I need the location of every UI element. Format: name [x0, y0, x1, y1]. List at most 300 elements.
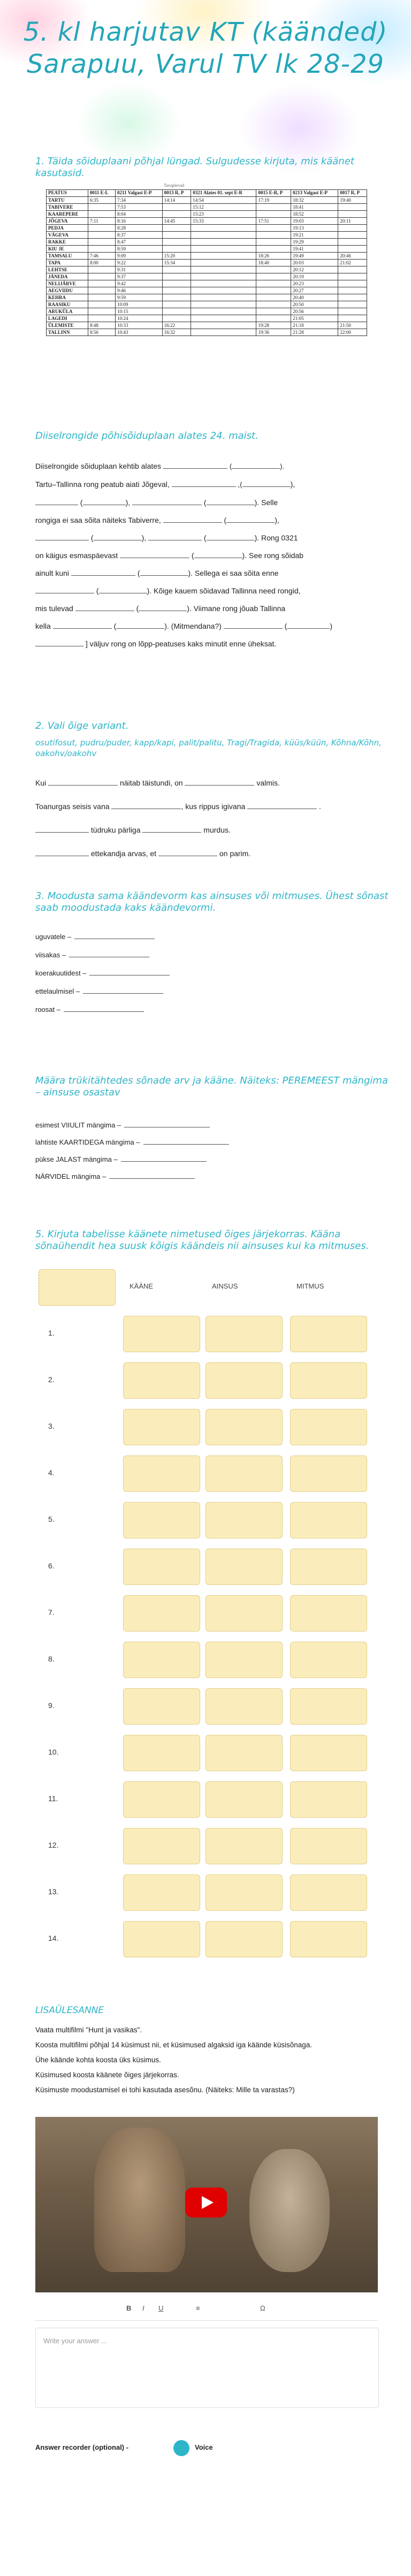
schedule-time: 14:14 [162, 197, 191, 204]
task4-item [35, 1137, 229, 1147]
answer-cell[interactable] [206, 1874, 283, 1911]
blank-input[interactable] [242, 479, 291, 487]
schedule-time: 18:40 [256, 260, 291, 266]
schedule-time [256, 301, 291, 308]
select-input[interactable] [35, 825, 89, 833]
schedule-time: 19:13 [291, 225, 338, 232]
schedule-time [88, 273, 115, 280]
schedule-time [88, 294, 115, 301]
voice-label: Voice [195, 2443, 213, 2451]
schedule-time: 8:37 [116, 232, 163, 239]
blank-input[interactable] [35, 638, 83, 646]
blank-input[interactable] [194, 550, 242, 558]
task3-answer-input[interactable] [83, 986, 163, 994]
schedule-time [256, 294, 291, 301]
text-part: Rong 0321 [261, 534, 298, 542]
task5-heading: 5. Kirjuta tabelisse käänete nimetused õiges järjekorras. Kääna sõnaühendit hea suusk kõigis käändeis nii ainsuses kui ka mitmuses. [35, 1229, 369, 1252]
schedule-time: 19:40 [338, 197, 367, 204]
blank-input[interactable] [99, 585, 147, 593]
schedule-time [338, 246, 367, 253]
schedule-time: 19:29 [291, 239, 338, 246]
task3-item-label: koerakuutidest – [35, 969, 87, 977]
schedule-time: 21:50 [338, 322, 367, 329]
schedule-header-cell: 0321 Alates 01. sept E-R [191, 190, 256, 197]
task1-heading: 1. Täida sõiduplaani põhjal lüngad. Sulgudesse kirjuta, mis käänet kasutasid. [35, 156, 354, 179]
schedule-time [338, 315, 367, 322]
answer-cell[interactable] [206, 1455, 283, 1492]
answer-cell[interactable] [290, 1735, 367, 1771]
schedule-row [47, 225, 367, 232]
schedule-time: 20:46 [338, 253, 367, 260]
schedule-time [256, 246, 291, 253]
row-number: 7. [48, 1608, 55, 1617]
row-number: 13. [48, 1887, 59, 1896]
text-part: Viimane rong jõuab Tallinna [193, 604, 286, 613]
schedule-row [47, 197, 367, 204]
extra-instructions [35, 2025, 378, 2095]
schedule-stop: KAAREPERE [47, 211, 88, 218]
answer-cell[interactable] [290, 1874, 367, 1911]
schedule-time [338, 301, 367, 308]
schedule-time [338, 287, 367, 294]
schedule-time: 21:02 [338, 260, 367, 266]
schedule-row [47, 301, 367, 308]
select-input[interactable] [35, 848, 89, 856]
answer-cell[interactable] [206, 1362, 283, 1399]
answer-cell[interactable] [290, 1595, 367, 1632]
symbol-button[interactable]: Ω [260, 2304, 265, 2312]
schedule-time [191, 322, 256, 329]
schedule-time: 18:41 [291, 204, 338, 211]
paren-open: ( [229, 462, 232, 470]
schedule-row [47, 232, 367, 239]
schedule-time [191, 260, 256, 266]
row-number: 6. [48, 1561, 55, 1570]
schedule-time: 15:20 [162, 253, 191, 260]
answer-cell[interactable] [290, 1688, 367, 1725]
schedule-time: 21:28 [291, 329, 338, 336]
schedule-time: 19:36 [256, 329, 291, 336]
schedule-time: 10:09 [116, 301, 163, 308]
answer-cell[interactable] [123, 1595, 200, 1632]
schedule-time: 20:40 [291, 294, 338, 301]
text-part: Selle [261, 498, 278, 507]
schedule-time: 17:51 [256, 218, 291, 225]
answer-cell[interactable] [123, 1688, 200, 1725]
schedule-time: 8:59 [116, 246, 163, 253]
paren-open: ( [240, 481, 242, 489]
schedule-time [162, 301, 191, 308]
blank-input[interactable] [172, 479, 236, 487]
schedule-time [191, 315, 256, 322]
schedule-row [47, 322, 367, 329]
blank-input[interactable] [224, 621, 283, 629]
schedule-time [88, 204, 115, 211]
schedule-time: 9:09 [116, 253, 163, 260]
answer-cell[interactable] [206, 1688, 283, 1725]
text-part: on parim. [219, 849, 251, 858]
schedule-stop: JÕGEVA [47, 218, 88, 225]
text-part: Kõige kauem sõidavad Tallinna need rongid, [154, 586, 301, 595]
schedule-time: 19:03 [291, 218, 338, 225]
answer-cell[interactable] [123, 1502, 200, 1538]
answer-cell[interactable] [290, 1642, 367, 1678]
task3-item [35, 986, 163, 996]
answer-cell[interactable] [290, 1409, 367, 1445]
task3-item [35, 931, 155, 942]
schedule-time: 19:21 [291, 232, 338, 239]
answer-cell[interactable] [206, 1502, 283, 1538]
schedule-time: 14:54 [191, 197, 256, 204]
schedule-caption: Tavapäevad [164, 183, 185, 188]
select-input[interactable] [48, 778, 118, 786]
task4-item [35, 1119, 210, 1130]
task3-item-label: viisakas – [35, 951, 66, 959]
schedule-time [256, 211, 291, 218]
blank-input[interactable] [120, 550, 189, 558]
blank-input[interactable] [226, 515, 275, 523]
column-header: MITMUS [296, 1282, 324, 1290]
schedule-row [47, 308, 367, 315]
schedule-time [256, 287, 291, 294]
blank-input[interactable] [140, 568, 188, 576]
schedule-time: 8:48 [88, 322, 115, 329]
blank-input[interactable] [163, 515, 222, 523]
schedule-stop: ÜLEMISTE [47, 322, 88, 329]
task3-item-label: roosat – [35, 1005, 60, 1013]
video-thumbnail-figure [249, 2149, 330, 2272]
task4-item-label: pükse JALAST mängima – [35, 1155, 118, 1163]
row-number: 11. [48, 1794, 58, 1803]
task4-heading: Määra trükitähtedes sõnade arv ja kääne. Näiteks: PEREMEEST mängima – ainsuse osastav [35, 1075, 388, 1098]
schedule-time [162, 211, 191, 218]
schedule-time [338, 280, 367, 287]
schedule-header-cell: 0213 Valgast E-P [291, 190, 338, 197]
text-part: mis tulevad [35, 604, 73, 613]
schedule-time [191, 232, 256, 239]
answer-cell[interactable] [290, 1502, 367, 1538]
schedule-time [338, 232, 367, 239]
schedule-time [162, 273, 191, 280]
schedule-row [47, 266, 367, 273]
text-part: ettekandja arvas, et [90, 849, 157, 858]
answer-cell[interactable] [123, 1781, 200, 1818]
text-part: . [319, 802, 321, 811]
text-part: Tartu–Tallinna rong peatub aiati Jõgeval, [35, 480, 170, 489]
schedule-stop: TALLINN [47, 329, 88, 336]
row-number: 4. [48, 1468, 55, 1477]
row-number: 14. [48, 1934, 59, 1942]
schedule-time [88, 266, 115, 273]
task3-answer-input[interactable] [74, 931, 155, 939]
schedule-time: 7:46 [88, 253, 115, 260]
task3-answer-input[interactable] [89, 967, 170, 975]
schedule-table [46, 189, 367, 336]
schedule-row [47, 246, 367, 253]
answer-cell[interactable] [206, 1549, 283, 1585]
task4-item [35, 1171, 195, 1182]
schedule-row [47, 315, 367, 322]
blank-input[interactable] [163, 461, 227, 469]
schedule-time: 15:33 [191, 218, 256, 225]
schedule-time [162, 239, 191, 246]
column-header: AINSUS [212, 1282, 238, 1290]
select-input[interactable] [158, 848, 217, 856]
schedule-time: 8:28 [116, 225, 163, 232]
text-part: murdus. [203, 826, 231, 834]
schedule-time [338, 204, 367, 211]
task4-answer-input[interactable] [143, 1137, 229, 1145]
header-drop-cell[interactable] [39, 1269, 116, 1306]
schedule-time [256, 273, 291, 280]
answer-cell[interactable] [290, 1921, 367, 1957]
schedule-time [338, 239, 367, 246]
instruction-line: Vaata multifilmi "Hunt ja vasikas". [35, 2026, 142, 2034]
schedule-time [88, 308, 115, 315]
schedule-time: 6:35 [88, 197, 115, 204]
answer-cell[interactable] [206, 1595, 283, 1632]
answer-textarea[interactable] [35, 2328, 379, 2408]
schedule-time: 17:19 [256, 197, 291, 204]
schedule-row [47, 211, 367, 218]
schedule-time [88, 239, 115, 246]
voice-button[interactable] [173, 2440, 189, 2456]
row-number: 2. [48, 1375, 55, 1384]
schedule-time: 9:37 [116, 273, 163, 280]
blank-input[interactable] [53, 621, 112, 629]
schedule-time [88, 287, 115, 294]
blank-input[interactable] [148, 532, 202, 540]
text-part: valmis. [256, 779, 280, 787]
text-part: Toanurgas seisis vana [35, 802, 110, 811]
answer-cell[interactable] [290, 1828, 367, 1864]
schedule-stop: JÄNEDA [47, 273, 88, 280]
italic-button[interactable]: I [142, 2304, 144, 2312]
recorder-label: Answer recorder (optional) - [35, 2443, 129, 2451]
answer-cell[interactable] [123, 1874, 200, 1911]
blank-input[interactable] [132, 497, 202, 505]
task2-heading: 2. Vali õige variant. [35, 720, 129, 731]
paren-close: ). [280, 462, 285, 470]
select-input[interactable] [247, 801, 317, 809]
answer-cell[interactable] [206, 1316, 283, 1352]
schedule-time: 20:50 [291, 301, 338, 308]
play-icon[interactable] [185, 2188, 227, 2217]
answer-cell[interactable] [290, 1781, 367, 1818]
task3-item [35, 1004, 144, 1015]
schedule-time: 7:11 [88, 218, 115, 225]
answer-cell[interactable] [290, 1549, 367, 1585]
schedule-row [47, 260, 367, 266]
answer-cell[interactable] [123, 1735, 200, 1771]
select-input[interactable] [111, 801, 181, 809]
task4-answer-input[interactable] [124, 1119, 210, 1127]
schedule-stop: RAASIKU [47, 301, 88, 308]
schedule-time: 20:56 [291, 308, 338, 315]
schedule-time [191, 239, 256, 246]
blank-input[interactable] [287, 621, 330, 629]
underline-button[interactable]: U [158, 2304, 164, 2312]
schedule-time [88, 301, 115, 308]
schedule-stop: TARTU [47, 197, 88, 204]
schedule-time: 20:11 [338, 218, 367, 225]
answer-cell[interactable] [123, 1642, 200, 1678]
schedule-time: 18:32 [291, 197, 338, 204]
instruction-line: Ühe käände kohta koosta üks küsimus. [35, 2056, 161, 2064]
answer-cell[interactable] [123, 1455, 200, 1492]
task4-answer-input[interactable] [109, 1171, 195, 1179]
answer-cell[interactable] [206, 1642, 283, 1678]
blank-input[interactable] [207, 532, 255, 540]
schedule-stop: PEDJA [47, 225, 88, 232]
row-number: 8. [48, 1655, 55, 1663]
column-header: KÄÄNE [130, 1282, 154, 1290]
task4-item-label: esimest VIIULIT mängima – [35, 1121, 121, 1129]
bold-button[interactable]: B [126, 2304, 132, 2312]
list-button[interactable]: ≡ [196, 2304, 200, 2312]
task3-item [35, 967, 170, 978]
schedule-time [162, 287, 191, 294]
schedule-time [162, 315, 191, 322]
answer-cell[interactable] [123, 1828, 200, 1864]
schedule-time [191, 308, 256, 315]
schedule-time [338, 225, 367, 232]
answer-cell[interactable] [123, 1409, 200, 1445]
schedule-stop: TAPA [47, 260, 88, 266]
schedule-time: 10:43 [116, 329, 163, 336]
text-part: See rong sõidab [249, 551, 303, 560]
schedule-time [338, 294, 367, 301]
schedule-time [88, 280, 115, 287]
schedule-time [338, 266, 367, 273]
answer-cell[interactable] [290, 1362, 367, 1399]
answer-cell[interactable] [206, 1781, 283, 1818]
blank-input[interactable] [116, 621, 164, 629]
blank-input[interactable] [35, 532, 89, 540]
blank-input[interactable] [94, 532, 142, 540]
task4-answer-input[interactable] [121, 1154, 207, 1162]
blank-input[interactable] [35, 497, 78, 505]
task1-fill-text: Diiselrongide sõiduplaan kehtib alates ( ). Tartu–Tallinna rong peatub aiati Jõgeval, ,( ), ( ), ( ). Selle rongiga ei saa sõita näiteks Tabiverre, ( ), ( ), ( ). Rong 0321 on käigus esmaspäevast ( ). See rong sõidab ainult kuni ( ). Sellega ei saa sõita enne ( ). Kõige kauem sõidavad Tallinna need rongid, mis tulevad ( ). Viimane rong jõuab Tallinna kella ( ). (Mitmendana?) ( ) ] väljuv rong on lõpp-peatuses kaks minutit enne üheksat. [35, 462, 332, 648]
answer-cell[interactable] [123, 1316, 200, 1352]
schedule-time: 20:27 [291, 287, 338, 294]
schedule-time: 9:22 [116, 260, 163, 266]
schedule-time [88, 232, 115, 239]
schedule-time [191, 287, 256, 294]
schedule-time [191, 329, 256, 336]
row-number: 1. [48, 1329, 55, 1337]
blank-input[interactable] [71, 568, 135, 576]
schedule-time [256, 225, 291, 232]
task3-answer-input[interactable] [69, 949, 149, 957]
schedule-time: 9:59 [116, 294, 163, 301]
schedule-time: 21:18 [291, 322, 338, 329]
schedule-time [256, 266, 291, 273]
task2-variants: osutifosut, pudru/puder, kapp/kapi, palit/palitu, Tragi/Tragida, küüs/küün, Kõhna/Kõhn, oakohv/oakohv [35, 738, 382, 758]
text-part: Diiselrongide sõiduplaan kehtib alates [35, 462, 162, 470]
select-input[interactable] [142, 825, 201, 833]
extra-heading: LISAÜLESANNE [35, 2005, 104, 2016]
schedule-image [46, 183, 367, 423]
schedule-header-cell: 0015 E-R, P [256, 190, 291, 197]
schedule-row [47, 329, 367, 336]
schedule-time: 20:19 [291, 273, 338, 280]
task3-answer-input[interactable] [64, 1004, 144, 1012]
task4-item-label: NÄRVIDEL mängima – [35, 1172, 106, 1180]
answer-cell[interactable] [206, 1735, 283, 1771]
video-player[interactable] [35, 2117, 378, 2292]
task3-item-label: uguvatele – [35, 933, 72, 941]
schedule-time [162, 294, 191, 301]
text-part: ainult kuni [35, 569, 70, 577]
select-input[interactable] [185, 778, 254, 786]
schedule-time: 22:00 [338, 329, 367, 336]
schedule-stop: KIU JE [47, 246, 88, 253]
answer-cell[interactable] [123, 1362, 200, 1399]
blank-input[interactable] [75, 603, 134, 611]
schedule-stop: TABIVERE [47, 204, 88, 211]
row-number: 5. [48, 1515, 55, 1523]
schedule-time [338, 273, 367, 280]
schedule-time [191, 301, 256, 308]
schedule-time [256, 204, 291, 211]
blank-input[interactable] [139, 603, 187, 611]
schedule-stop: VÄGEVA [47, 232, 88, 239]
task3-heading: 3. Moodusta sama käändevorm kas ainsuses või mitmuses. Ühest sõnast saab moodustada kaks käändevormi. [35, 890, 389, 913]
task3-item-label: ettelaulmisel – [35, 987, 80, 995]
schedule-time: 21:05 [291, 315, 338, 322]
answer-toolbar [35, 2299, 378, 2321]
blank-input[interactable] [35, 585, 94, 593]
schedule-header-cell: 0017 R, P [338, 190, 367, 197]
schedule-time: 19:41 [291, 246, 338, 253]
instruction-line: Küsimuste moodustamisel ei tohi kasutada asesõnu. (Näiteks: Mille ta varastas?) [35, 2086, 295, 2094]
task4-item [35, 1154, 207, 1164]
blank-input[interactable] [229, 461, 280, 470]
row-number: 9. [48, 1701, 55, 1710]
instruction-line: Küsimused koosta käänete õiges järjekorras. [35, 2071, 179, 2079]
schedule-row [47, 280, 367, 287]
text-part: tüdruku pärliga [90, 826, 141, 834]
answer-cell[interactable] [206, 1409, 283, 1445]
page-title: 5. kl harjutav KT (käänded) Sarapuu, Varul TV lk 28-29 [23, 17, 388, 79]
schedule-time [191, 253, 256, 260]
answer-cell[interactable] [123, 1921, 200, 1957]
blank-input[interactable] [83, 497, 126, 505]
answer-cell[interactable] [290, 1316, 367, 1352]
schedule-time: 10:15 [116, 308, 163, 315]
schedule-stop: LEHTSE [47, 266, 88, 273]
text-part: on käigus esmaspäevast [35, 551, 118, 560]
schedule-stop: AEGVIIDU [47, 287, 88, 294]
text-part: ] väljuv rong on lõpp-peatuses kaks minutit enne üheksat. [85, 639, 277, 648]
answer-cell[interactable] [123, 1549, 200, 1585]
answer-cell[interactable] [206, 1921, 283, 1957]
schedule-time [162, 204, 191, 211]
text-part: Sellega ei saa sõita enne [194, 569, 279, 577]
schedule-stop: RAKKE [47, 239, 88, 246]
row-number: 12. [48, 1841, 59, 1849]
schedule-time: 9:42 [116, 280, 163, 287]
schedule-time [162, 225, 191, 232]
schedule-time: 8:00 [88, 260, 115, 266]
schedule-time: 18:26 [256, 253, 291, 260]
blank-input[interactable] [207, 497, 255, 505]
answer-cell[interactable] [290, 1455, 367, 1492]
answer-cell[interactable] [206, 1828, 283, 1864]
video-thumbnail [94, 2128, 185, 2272]
schedule-time: 10:33 [116, 322, 163, 329]
